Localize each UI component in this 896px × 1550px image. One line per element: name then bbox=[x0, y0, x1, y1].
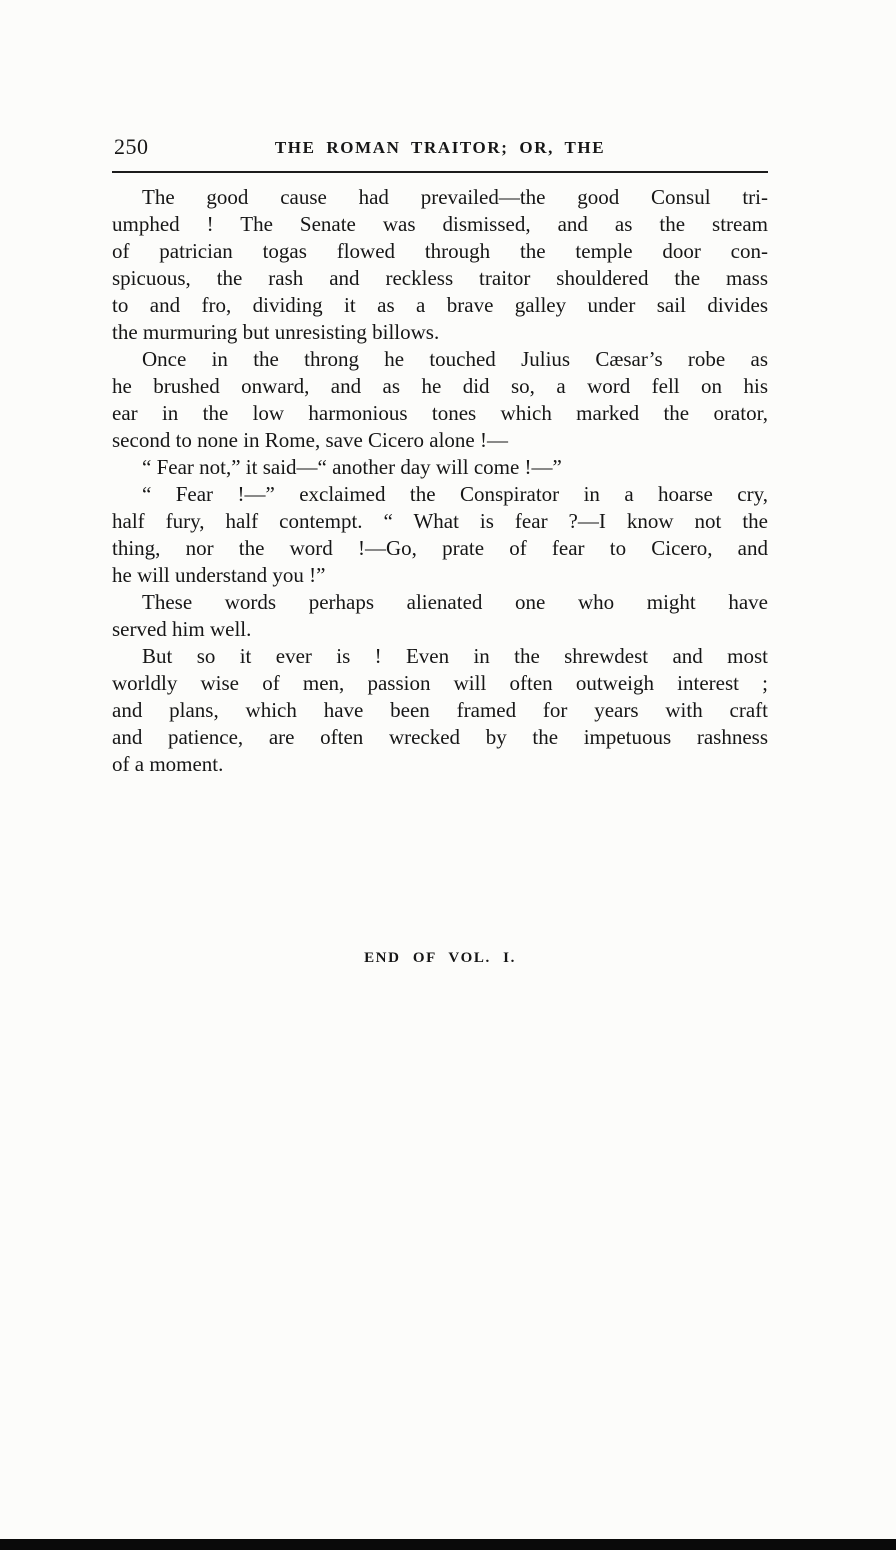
volume-end-label: END OF VOL. I. bbox=[364, 950, 516, 966]
text-line: The good cause had prevailed—the good Consul tri- bbox=[142, 185, 768, 209]
running-title: THE ROMAN TRAITOR; OR, THE bbox=[274, 138, 606, 157]
text-line: These words perhaps alienated one who might have bbox=[142, 590, 768, 614]
text-line: But so it ever is ! Even in the shrewdest and most bbox=[142, 644, 768, 668]
page-number: 250 bbox=[114, 134, 149, 159]
page-body bbox=[112, 184, 768, 778]
text-line: “ Fear not,” it said—“ another day will come !—” bbox=[142, 455, 562, 479]
text-line: and patience, are often wrecked by the impetuous rashness bbox=[112, 725, 768, 749]
text-line: of a moment. bbox=[112, 752, 224, 776]
text-line: worldly wise of men, passion will often outweigh interest ; bbox=[112, 671, 768, 695]
text-line: “ Fear !—” exclaimed the Conspirator in a hoarse cry, bbox=[142, 482, 768, 506]
text-line: second to none in Rome, save Cicero alone !— bbox=[112, 428, 508, 452]
text-line: ear in the low harmonious tones which marked the orator, bbox=[112, 401, 768, 425]
paragraph bbox=[112, 643, 768, 778]
paragraph bbox=[112, 481, 768, 589]
text-line: and plans, which have been framed for years with craft bbox=[112, 698, 768, 722]
text-line: of patrician togas flowed through the temple door con- bbox=[112, 239, 768, 263]
paragraph bbox=[112, 184, 768, 346]
header-rule bbox=[112, 171, 768, 173]
text-line: spicuous, the rash and reckless traitor shouldered the mass bbox=[112, 266, 768, 290]
text-line: umphed ! The Senate was dismissed, and as the stream bbox=[112, 212, 768, 236]
text-line: he brushed onward, and as he did so, a word fell on his bbox=[112, 374, 768, 398]
page-header bbox=[112, 134, 768, 160]
text-line: Once in the throng he touched Julius Cæsar’s robe as bbox=[142, 347, 768, 371]
text-line: he will understand you !” bbox=[112, 563, 326, 587]
paragraph bbox=[112, 454, 768, 481]
text-line: the murmuring but unresisting billows. bbox=[112, 320, 440, 344]
paragraph bbox=[112, 589, 768, 643]
text-block bbox=[112, 0, 768, 967]
text-line: thing, nor the word !—Go, prate of fear to Cicero, and bbox=[112, 536, 768, 560]
scan-edge-artifact bbox=[0, 1539, 896, 1550]
paragraph bbox=[112, 346, 768, 454]
text-line: half fury, half contempt. “ What is fear ?—I know not the bbox=[112, 509, 768, 533]
text-line: served him well. bbox=[112, 617, 252, 641]
text-line: to and fro, dividing it as a brave galley under sail divides bbox=[112, 293, 768, 317]
